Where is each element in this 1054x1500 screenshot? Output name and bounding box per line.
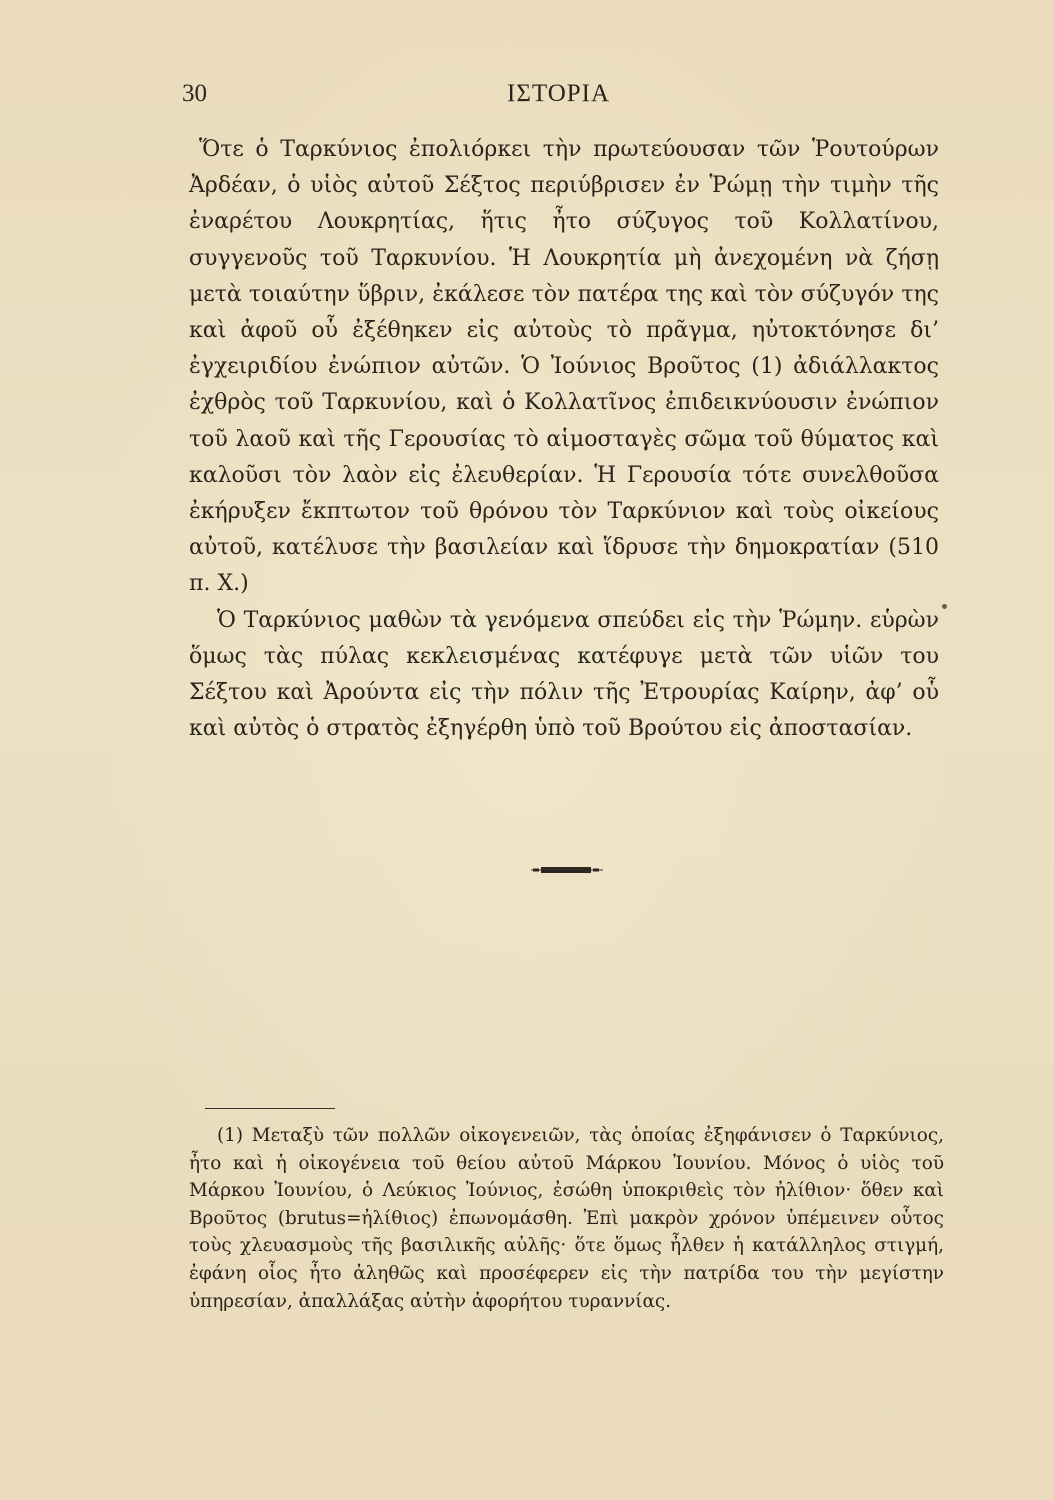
- running-title: ΙΣΤΟΡΙΑ: [507, 80, 611, 107]
- footnote-rule: [205, 1108, 335, 1109]
- paragraph-1: Ὅτε ὁ Ταρκύνιος ἐπολιόρκει τὴν πρωτεύουσαν τῶν Ῥουτούρων Ἀρδέαν, ὁ υἱὸς αὐτοῦ Σέξτος περιύβρισεν ἐν Ῥώμῃ τὴν τιμὴν τῆς ἐναρέτου Λουκρητίας, ἥτις ἦτο σύζυγος τοῦ Κολλατίνου, συγγενοῦς τοῦ Ταρκυνίου. Ἡ Λουκρητία μὴ ἀνεχομένη νὰ ζήσῃ μετὰ τοιαύτην ὕβριν, ἐκάλεσε τὸν πατέρα της καὶ τὸν σύζυγόν της καὶ ἀφοῦ οὗ ἐξέθηκεν εἰς αὐτοὺς τὸ πρᾶγμα, ηὐτοκτόνησε δι’ ἐγχειριδίου ἐνώπιον αὐτῶν. Ὁ Ἰούνιος Βροῦτος (1) ἀδιάλλακτος ἐχθρὸς τοῦ Ταρκυνίου, καὶ ὁ Κολλατῖνος ἐπιδεικνύουσιν ἐνώπιον τοῦ λαοῦ καὶ τῆς Γερουσίας τὸ αἱμοσταγὲς σῶμα τοῦ θύματος καὶ καλοῦσι τὸν λαὸν εἰς ἐλευθερίαν. Ἡ Γερουσία τότε συνελθοῦσα ἐκήρυξεν ἔκπτωτον τοῦ θρόνου τὸν Ταρκύνιον καὶ τοὺς οἰκείους αὐτοῦ, κατέλυσε τὴν βασιλείαν καὶ ἵδρυσε τὴν δημοκρατίαν (510 π. Χ.): [189, 137, 939, 597]
- main-text: [189, 132, 939, 747]
- running-head: [182, 80, 942, 116]
- paragraph-2: Ὁ Ταρκύνιος μαθὼν τὰ γενόμενα σπεύδει εἰς τὴν Ῥώμην. εὑρὼν ὅμως τὰς πύλας κεκλεισμένας κατέφυγε μετὰ τῶν υἱῶν του Σέξτου καὶ Ἀρούντα εἰς τὴν πόλιν τῆς Ἐτρουρίας Καίρην, ἀφ’ οὗ καὶ αὐτὸς ὁ στρατὸς ἐξηγέρθη ὑπὸ τοῦ Βρούτου εἰς ἀποστασίαν.: [189, 607, 939, 742]
- section-ornament: [531, 865, 603, 875]
- page-number: 30: [182, 80, 207, 107]
- paper-speck: [942, 604, 947, 609]
- footnote: [189, 1122, 944, 1315]
- footnote-text: (1) Μεταξὺ τῶν πολλῶν οἰκογενειῶν, τὰς ὁποίας ἐξηφάνισεν ὁ Ταρκύνιος, ἦτο καὶ ἡ οἰκογένεια τοῦ θείου αὐτοῦ Μάρκου Ἰουνίου. Μόνος ὁ υἱὸς τοῦ Μάρκου Ἰουνίου, ὁ Λεύκιος Ἰούνιος, ἐσώθη ὑποκριθεὶς τὸν ἠλίθιον· ὅθεν καὶ Βροῦτος (brutus=ἠλίθιος) ἐπωνομάσθη. Ἐπὶ μακρὸν χρόνον ὑπέμεινεν οὗτος τοὺς χλευασμοὺς τῆς βασιλικῆς αὐλῆς· ὅτε ὅμως ἦλθεν ἡ κατάλληλος στιγμή, ἐφάνη οἷος ἦτο ἀληθῶς καὶ προσέφερεν εἰς τὴν πατρίδα του τὴν μεγίστην ὑπηρεσίαν, ἀπαλλάξας αὐτὴν ἀφορήτου τυραννίας.: [189, 1125, 944, 1312]
